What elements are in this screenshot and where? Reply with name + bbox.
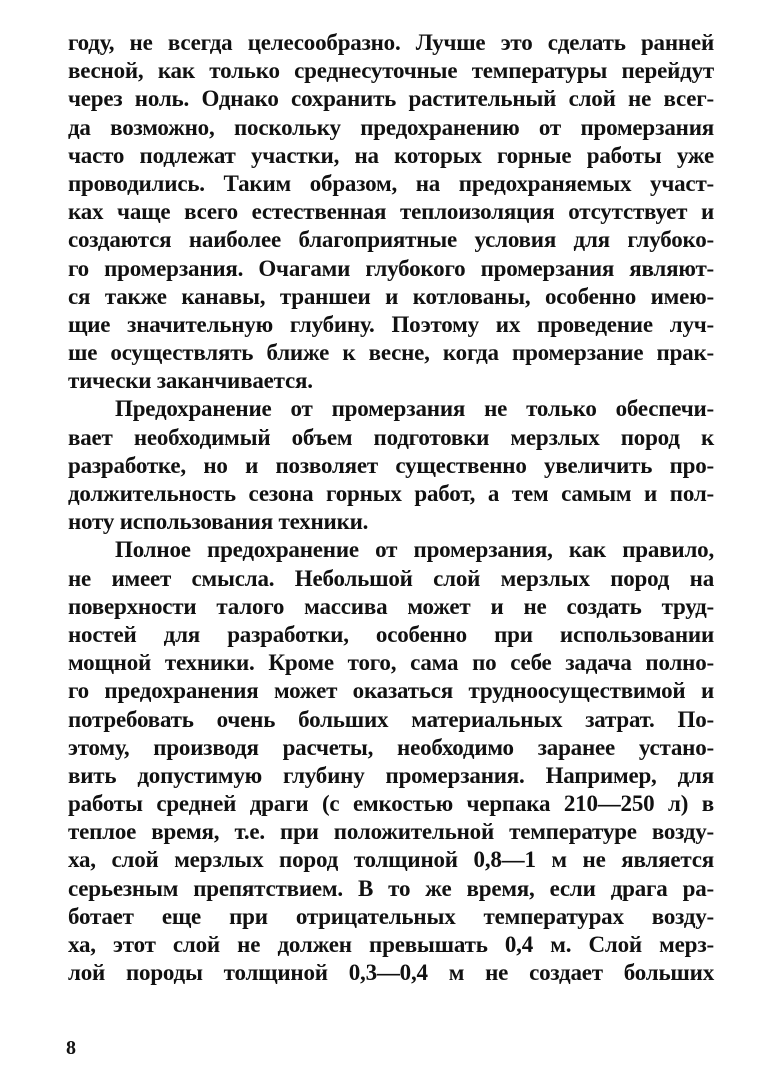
- text-line: ся также канавы, траншеи и котлованы, особенно имею-: [68, 283, 714, 309]
- text-line: мощной техники. Кроме того, сама по себе задача полно-: [68, 650, 714, 676]
- text-line: ха, слой мерзлых пород толщиной 0,8—1 м не является: [68, 847, 714, 873]
- text-line: ноту использования техники.: [68, 509, 369, 535]
- page-number: 8: [66, 1037, 76, 1059]
- text-line: разработке, но и позволяет существенно увеличить про-: [68, 452, 714, 478]
- text-line: щие значительную глубину. Поэтому их проведение луч-: [68, 311, 714, 337]
- text-line: через ноль. Однако сохранить растительный слой не всег-: [68, 86, 714, 112]
- text-line: потребовать очень больших материальных затрат. По-: [68, 706, 714, 732]
- body-text: [68, 29, 714, 987]
- text-line: поверхности талого массива может и не создать труд-: [68, 593, 714, 619]
- text-line: го предохранения может оказаться трудноосуществимой и: [68, 678, 714, 704]
- text-line: Предохранение от промерзания не только обеспечи-: [115, 396, 714, 422]
- text-line: вить допустимую глубину промерзания. Например, для: [68, 762, 714, 788]
- text-line: да возможно, поскольку предохранению от промерзания: [68, 114, 714, 140]
- text-line: создаются наиболее благоприятные условия для глубоко-: [68, 227, 714, 253]
- text-line: го промерзания. Очагами глубокого промерзания являют-: [68, 255, 714, 281]
- text-line: ха, этот слой не должен превышать 0,4 м. Слой мерз-: [68, 932, 714, 957]
- text-line: работы средней драги (с емкостью черпака 210—250 л) в: [68, 791, 714, 817]
- text-line: лой породы толщиной 0,3—0,4 м не создает больших: [68, 960, 714, 986]
- text-line: весной, как только среднесуточные температуры перейдут: [68, 58, 714, 84]
- text-line: этому, производя расчеты, необходимо заранее устано-: [68, 734, 714, 760]
- text-line: ше осуществлять ближе к весне, когда промерзание прак-: [68, 340, 714, 366]
- text-line: ботает еще при отрицательных температурах возду-: [68, 903, 714, 929]
- text-line: тически заканчивается.: [68, 368, 313, 394]
- text-line: должительность сезона горных работ, а тем самым и пол-: [68, 481, 714, 506]
- text-line: проводились. Таким образом, на предохраняемых участ-: [68, 170, 714, 196]
- text-line: Полное предохранение от промерзания, как правило,: [115, 537, 714, 563]
- text-line: вает необходимый объем подготовки мерзлых пород к: [68, 424, 714, 450]
- text-line: теплое время, т.е. при положительной температуре возду-: [68, 819, 714, 845]
- text-line: не имеет смысла. Небольшой слой мерзлых пород на: [68, 565, 714, 591]
- text-line: серьезным препятствием. В то же время, если драга ра-: [68, 875, 714, 901]
- text-line: ностей для разработки, особенно при использовании: [68, 621, 714, 647]
- text-line: часто подлежат участки, на которых горные работы уже: [68, 142, 714, 168]
- text-line: ках чаще всего естественная теплоизоляция отсутствует и: [68, 199, 714, 225]
- text-line: году, не всегда целесообразно. Лучше это сделать ранней: [68, 30, 714, 55]
